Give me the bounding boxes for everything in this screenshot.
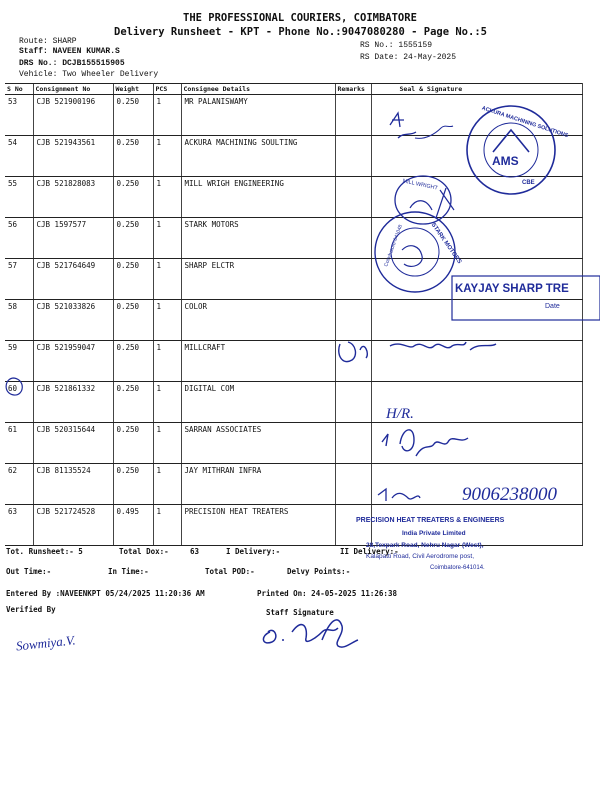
consignment-cell: CJB 521033826 [33,300,113,341]
stark-city-text: Coimbatore-641048 [383,223,405,268]
millwright-text: MILL WRIGHT [401,178,439,192]
pcs-cell: 1 [153,505,181,546]
rs-date: RS Date: 24-May-2025 [360,53,457,62]
in-time-label: In Time:- [108,567,149,576]
column-header: Consignee Details [181,84,335,95]
signature-mark-icon [382,430,468,456]
ii-delivery-label: II Delivery:- [340,547,399,556]
weight-cell: 0.250 [113,464,153,505]
ams-stamp-icon [467,105,569,194]
signature-mark-icon [339,342,496,362]
handwritten-phone-text: 9006238000 [462,484,557,505]
consignee-cell: SHARP ELCTR [181,259,335,300]
company-title: THE PROFESSIONAL COURIERS, COIMBATORE [183,12,417,24]
signature-mark-icon [390,113,416,138]
weight-cell: 0.250 [113,136,153,177]
consignment-cell: CJB 521959047 [33,341,113,382]
entered-by: Entered By :NAVEENKPT 05/24/2025 11:20:36 AM [6,589,205,598]
consignment-cell: CJB 521724528 [33,505,113,546]
pcs-cell: 1 [153,95,181,136]
total-runsheet: Tot. Runsheet:- 5 [6,547,83,556]
ams-city-text: CBE [522,180,535,186]
circle-mark-icon [6,378,22,395]
consignment-cell: CJB 1597577 [33,218,113,259]
pcs-cell: 1 [153,136,181,177]
sno-cell: 54 [5,136,33,177]
runsheet-title: Delivery Runsheet - KPT - Phone No.:9047080280 - Page No.:5 [114,26,487,38]
handwritten-hr-text: H/R. [386,406,414,422]
consignment-cell: CJB 81135524 [33,464,113,505]
precision-line-2: India Private Limited [402,530,466,537]
total-pod-label: Total POD:- [205,567,255,576]
weight-cell: 0.495 [113,505,153,546]
pcs-cell: 1 [153,259,181,300]
consignment-cell: CJB 521861332 [33,382,113,423]
weight-cell: 0.250 [113,259,153,300]
sno-cell: 59 [5,341,33,382]
weight-cell: 0.250 [113,300,153,341]
consignee-cell: SARRAN ASSOCIATES [181,423,335,464]
pcs-cell: 1 [153,177,181,218]
consignee-cell: COLOR [181,300,335,341]
delivery-points-label: Delvy Points:- [287,567,351,576]
column-header: Seal & Signature [371,84,582,95]
staff-signature-label: Staff Signature [266,608,334,617]
sno-cell: 62 [5,464,33,505]
weight-cell: 0.250 [113,95,153,136]
column-header: Consignment No [33,84,113,95]
consignment-cell: CJB 521764649 [33,259,113,300]
precision-line-1: PRECISION HEAT TREATERS & ENGINEERS [356,517,505,524]
stark-text: STARK MOTORS [429,222,463,266]
consignee-cell: MILL WRIGH ENGINEERING [181,177,335,218]
rs-number: RS No.: 1555159 [360,41,433,50]
total-dox-label: Total Dox:- [119,547,169,556]
kayjay-text: KAYJAY SHARP TRE [455,283,569,295]
i-delivery-label: I Delivery:- [226,547,281,556]
column-header: Remarks [335,84,371,95]
precision-line-5: Coimbatore-641014. [430,565,485,571]
pcs-cell: 1 [153,300,181,341]
kayjay-stamp-icon [452,276,600,320]
sno-cell: 58 [5,300,33,341]
weight-cell: 0.250 [113,382,153,423]
consignee-cell: JAY MITHRAN INFRA [181,464,335,505]
pcs-cell: 1 [153,218,181,259]
sno-cell: 60 [5,382,33,423]
consignment-cell: CJB 521828083 [33,177,113,218]
verified-by-label: Verified By [6,605,56,614]
consignee-cell: MR PALANISWAMY [181,95,335,136]
signature-mark-icon [415,126,453,138]
sno-cell: 57 [5,259,33,300]
consignment-cell: CJB 520315644 [33,423,113,464]
consignee-cell: ACKURA MACHINING SOULTING [181,136,335,177]
kayjay-sub-text: Date [545,303,560,310]
precision-line-3: 28,Texpark Road, Nehru Nagar (West), [366,542,484,549]
column-header: Weight [113,84,153,95]
millwright-stamp-icon [395,176,454,224]
weight-cell: 0.250 [113,177,153,218]
verifier-signature-text: Sowmiya.V. [15,632,77,654]
sno-cell: 55 [5,177,33,218]
total-dox-value: 63 [190,547,200,556]
pcs-cell: 1 [153,341,181,382]
ams-ring-text: ACKURA MACHINING SOLUTIONS [480,105,569,140]
consignee-cell: MILLCRAFT [181,341,335,382]
column-header: PCS [153,84,181,95]
sno-cell: 61 [5,423,33,464]
printed-on: Printed On: 24-05-2025 11:26:38 [257,589,397,598]
precision-stamp-icon [356,517,505,571]
sno-cell: 63 [5,505,33,546]
column-header: S No [5,84,33,95]
weight-cell: 0.250 [113,423,153,464]
precision-line-4: Kalapatti Road, Civil Aerodrome post, [366,553,475,560]
sno-cell: 56 [5,218,33,259]
pcs-cell: 1 [153,382,181,423]
signature-mark-icon [378,489,420,501]
out-time-label: Out Time:- [6,567,52,576]
route-label: Route: SHARP [19,37,77,46]
weight-cell: 0.250 [113,218,153,259]
consignment-cell: CJB 521943561 [33,136,113,177]
staff-signature-icon [263,620,358,647]
consignee-cell: STARK MOTORS [181,218,335,259]
vehicle-label: Vehicle: Two Wheeler Delivery [19,70,159,79]
staff-label: Staff: NAVEEN KUMAR.S [19,47,120,56]
weight-cell: 0.250 [113,341,153,382]
ams-center-text: AMS [492,154,519,168]
sno-cell: 53 [5,95,33,136]
pcs-cell: 1 [153,423,181,464]
pcs-cell: 1 [153,464,181,505]
drs-label: DRS No.: DCJB155515905 [19,59,125,68]
consignee-cell: DIGITAL COM [181,382,335,423]
consignment-cell: CJB 521900196 [33,95,113,136]
consignee-cell: PRECISION HEAT TREATERS [181,505,335,546]
